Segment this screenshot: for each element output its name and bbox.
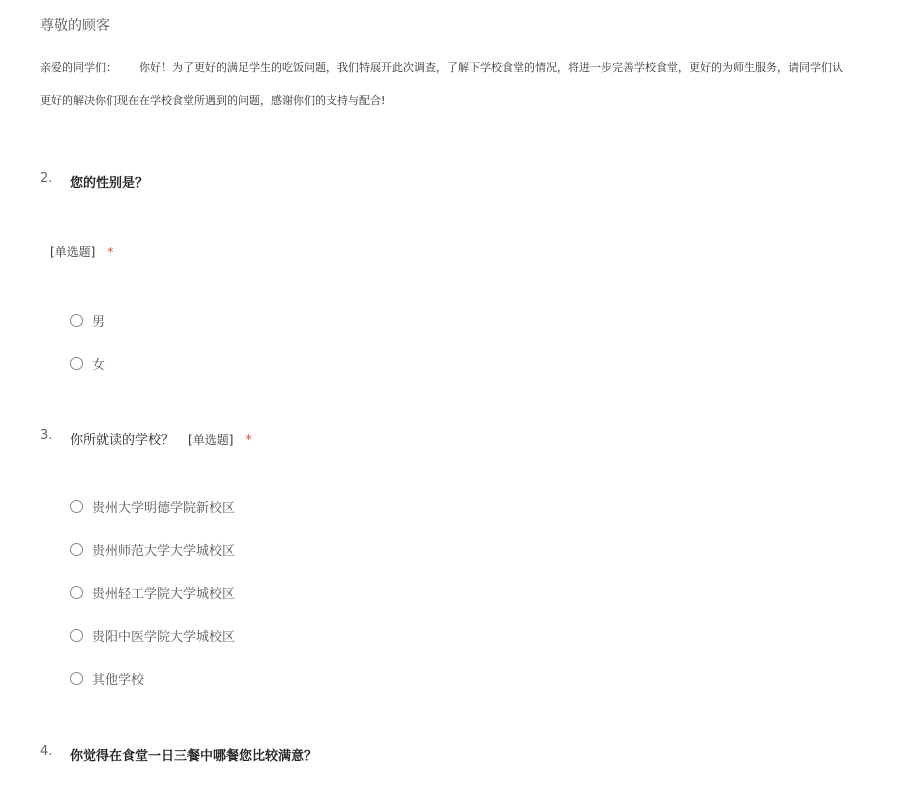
option-school-3[interactable] — [70, 583, 235, 601]
option-label: 贵阳中医学院大学城校区 — [92, 629, 236, 645]
radio-button[interactable] — [70, 543, 83, 556]
question-3-number: 3. — [40, 428, 53, 443]
required-mark: * — [107, 245, 114, 259]
option-school-2[interactable] — [70, 540, 235, 558]
intro-paragraph-line2: 更好的解决你们现在在学校食堂所遇到的问题，感谢你们的支持与配合! — [40, 94, 386, 107]
option-label: 女 — [92, 357, 106, 373]
page-greeting: 尊敬的顾客 — [40, 18, 110, 34]
option-label: 贵州师范大学大学城校区 — [92, 543, 236, 559]
question-2-type: [单选题] — [50, 245, 96, 259]
question-3-title-row — [70, 429, 252, 448]
option-female[interactable] — [70, 354, 105, 372]
question-2-type-row — [50, 243, 113, 260]
intro-paragraph-line1 — [40, 59, 900, 75]
radio-button[interactable] — [70, 314, 83, 327]
option-label: 贵州大学明德学院新校区 — [92, 500, 236, 516]
radio-button[interactable] — [70, 672, 83, 685]
required-mark: * — [245, 433, 252, 448]
option-school-other[interactable] — [70, 669, 144, 687]
question-2-number: 2. — [40, 171, 53, 186]
option-label: 男 — [92, 314, 106, 330]
question-2-title: 您的性别是？ — [70, 176, 149, 191]
option-male[interactable] — [70, 311, 105, 329]
option-school-4[interactable] — [70, 626, 235, 644]
option-label: 其他学校 — [92, 672, 145, 688]
radio-button[interactable] — [70, 357, 83, 370]
intro-text: 你好！为了更好的满足学生的吃饭问题，我们特展开此次调查，了解下学校食堂的情况，将进一步完善学校食堂，更好的为师生服务，请同学们认 — [139, 61, 843, 74]
radio-button[interactable] — [70, 500, 83, 513]
option-school-1[interactable] — [70, 497, 235, 515]
radio-button[interactable] — [70, 586, 83, 599]
radio-button[interactable] — [70, 629, 83, 642]
option-label: 贵州轻工学院大学城校区 — [92, 586, 236, 602]
question-4-number: 4. — [40, 744, 53, 759]
question-3-title: 你所就读的学校？ — [70, 433, 175, 448]
question-3-type: [单选题] — [188, 433, 234, 447]
question-4-title: 你觉得在食堂一日三餐中哪餐您比较满意？ — [70, 749, 318, 764]
intro-salutation: 亲爱的同学们： — [40, 61, 117, 74]
